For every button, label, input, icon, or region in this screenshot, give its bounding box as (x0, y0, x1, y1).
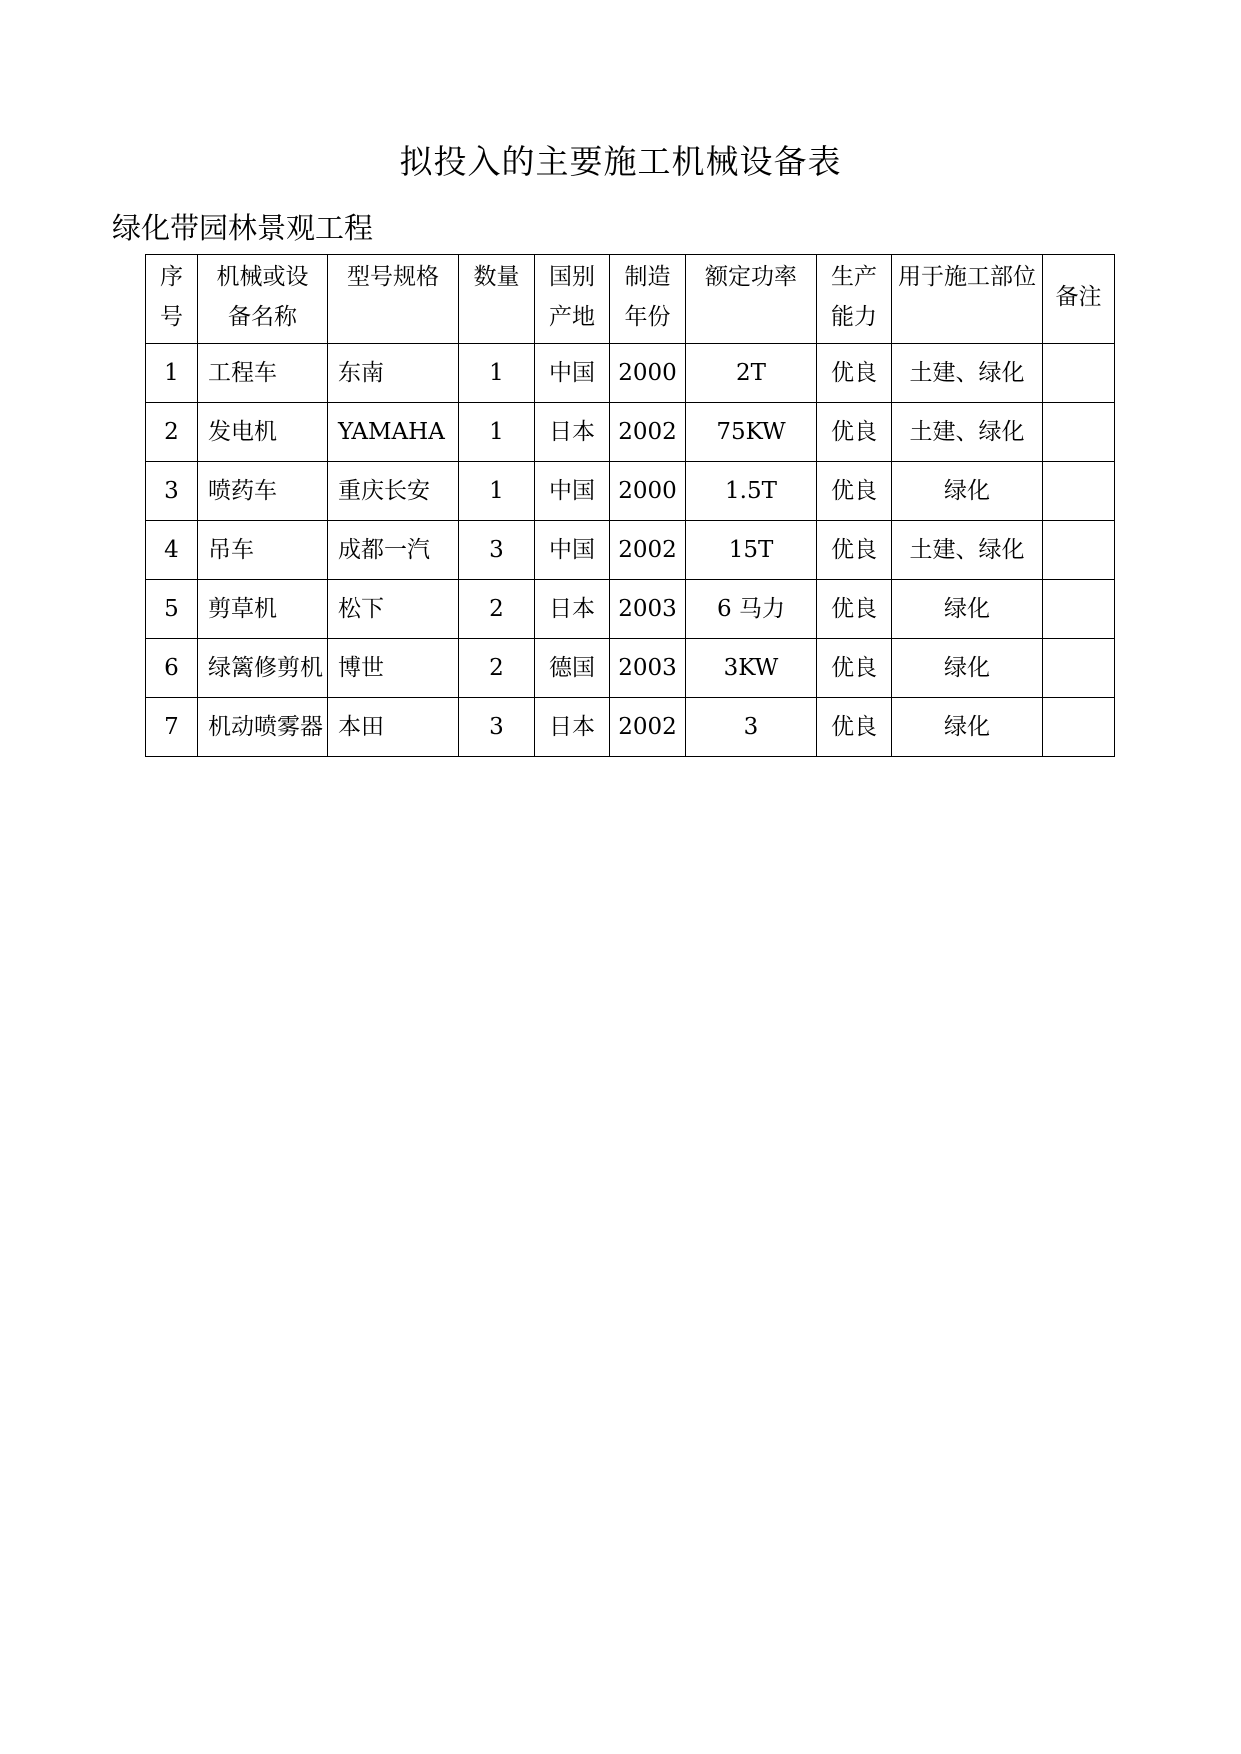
cell-origin: 日本 (535, 403, 610, 462)
cell-model: YAMAHA (328, 403, 459, 462)
cell-origin: 中国 (535, 521, 610, 580)
cell-origin: 德国 (535, 639, 610, 698)
header-text: 产地 (549, 304, 595, 330)
cell-quantity: 1 (459, 403, 535, 462)
header-text: 额定功率 (705, 264, 797, 290)
cell-usage: 土建、绿化 (892, 344, 1043, 403)
header-text: 国别 (549, 264, 595, 290)
header-cell-power (686, 255, 817, 344)
header-cell-origin (535, 255, 610, 344)
header-cell-name (198, 255, 328, 344)
header-text: 备名称 (228, 304, 297, 330)
cell-remarks (1043, 521, 1115, 580)
header-cell-index (146, 255, 198, 344)
header-text: 机械或设 (216, 264, 309, 290)
cell-year: 2002 (610, 521, 686, 580)
cell-year: 2000 (610, 344, 686, 403)
cell-capacity: 优良 (817, 403, 892, 462)
header-cell-remarks (1043, 255, 1115, 344)
cell-name: 吊车 (198, 521, 328, 580)
table-row (146, 639, 1115, 698)
cell-year: 2000 (610, 462, 686, 521)
cell-usage: 绿化 (892, 580, 1043, 639)
header-text: 号 (160, 304, 183, 330)
cell-index: 7 (146, 698, 198, 757)
cell-year: 2003 (610, 580, 686, 639)
cell-model: 博世 (328, 639, 459, 698)
cell-power: 1.5T (686, 462, 817, 521)
document-title: 拟投入的主要施工机械设备表 (399, 142, 842, 181)
table-header-row (146, 255, 1115, 344)
cell-power: 3KW (686, 639, 817, 698)
cell-year: 2002 (610, 403, 686, 462)
cell-power: 15T (686, 521, 817, 580)
header-text: 制造 (624, 264, 671, 290)
cell-power: 3 (686, 698, 817, 757)
cell-name: 机动喷雾器 (198, 698, 328, 757)
cell-index: 3 (146, 462, 198, 521)
cell-capacity: 优良 (817, 580, 892, 639)
cell-year: 2002 (610, 698, 686, 757)
header-cell-usage (892, 255, 1043, 344)
cell-usage: 绿化 (892, 639, 1043, 698)
header-text: 备注 (1055, 284, 1102, 310)
table-row (146, 403, 1115, 462)
header-cell-quantity (459, 255, 535, 344)
cell-usage: 土建、绿化 (892, 521, 1043, 580)
cell-power: 2T (686, 344, 817, 403)
cell-name: 喷药车 (198, 462, 328, 521)
cell-capacity: 优良 (817, 462, 892, 521)
cell-quantity: 3 (459, 698, 535, 757)
cell-model: 东南 (328, 344, 459, 403)
equipment-table (145, 254, 1115, 757)
cell-quantity: 1 (459, 344, 535, 403)
cell-origin: 日本 (535, 698, 610, 757)
cell-name: 剪草机 (198, 580, 328, 639)
header-cell-model (328, 255, 459, 344)
cell-quantity: 2 (459, 639, 535, 698)
cell-origin: 日本 (535, 580, 610, 639)
cell-power: 6 马力 (686, 580, 817, 639)
header-text: 能力 (831, 304, 877, 330)
header-text: 序 (160, 264, 183, 290)
cell-model: 本田 (328, 698, 459, 757)
header-cell-year (610, 255, 686, 344)
cell-index: 5 (146, 580, 198, 639)
header-text: 数量 (473, 264, 520, 290)
cell-model: 成都一汽 (328, 521, 459, 580)
cell-remarks (1043, 639, 1115, 698)
cell-usage: 绿化 (892, 462, 1043, 521)
cell-quantity: 1 (459, 462, 535, 521)
cell-remarks (1043, 344, 1115, 403)
cell-usage: 土建、绿化 (892, 403, 1043, 462)
cell-capacity: 优良 (817, 344, 892, 403)
header-text: 用于施工部位 (898, 264, 1036, 290)
cell-quantity: 3 (459, 521, 535, 580)
header-cell-capacity (817, 255, 892, 344)
cell-usage: 绿化 (892, 698, 1043, 757)
header-text: 型号规格 (347, 264, 439, 290)
cell-origin: 中国 (535, 344, 610, 403)
cell-year: 2003 (610, 639, 686, 698)
table-row (146, 521, 1115, 580)
table-row (146, 462, 1115, 521)
cell-remarks (1043, 403, 1115, 462)
cell-power: 75KW (686, 403, 817, 462)
cell-origin: 中国 (535, 462, 610, 521)
cell-name: 发电机 (198, 403, 328, 462)
cell-index: 1 (146, 344, 198, 403)
cell-remarks (1043, 462, 1115, 521)
cell-name: 工程车 (198, 344, 328, 403)
cell-index: 4 (146, 521, 198, 580)
cell-capacity: 优良 (817, 698, 892, 757)
table-row (146, 580, 1115, 639)
cell-index: 2 (146, 403, 198, 462)
section-title: 绿化带园林景观工程 (112, 211, 374, 245)
cell-capacity: 优良 (817, 521, 892, 580)
cell-model: 松下 (328, 580, 459, 639)
cell-name: 绿篱修剪机 (198, 639, 328, 698)
cell-remarks (1043, 698, 1115, 757)
header-text: 年份 (624, 304, 671, 330)
cell-quantity: 2 (459, 580, 535, 639)
cell-capacity: 优良 (817, 639, 892, 698)
cell-remarks (1043, 580, 1115, 639)
header-text: 生产 (831, 264, 877, 290)
cell-index: 6 (146, 639, 198, 698)
cell-model: 重庆长安 (328, 462, 459, 521)
table-row (146, 344, 1115, 403)
table-row (146, 698, 1115, 757)
